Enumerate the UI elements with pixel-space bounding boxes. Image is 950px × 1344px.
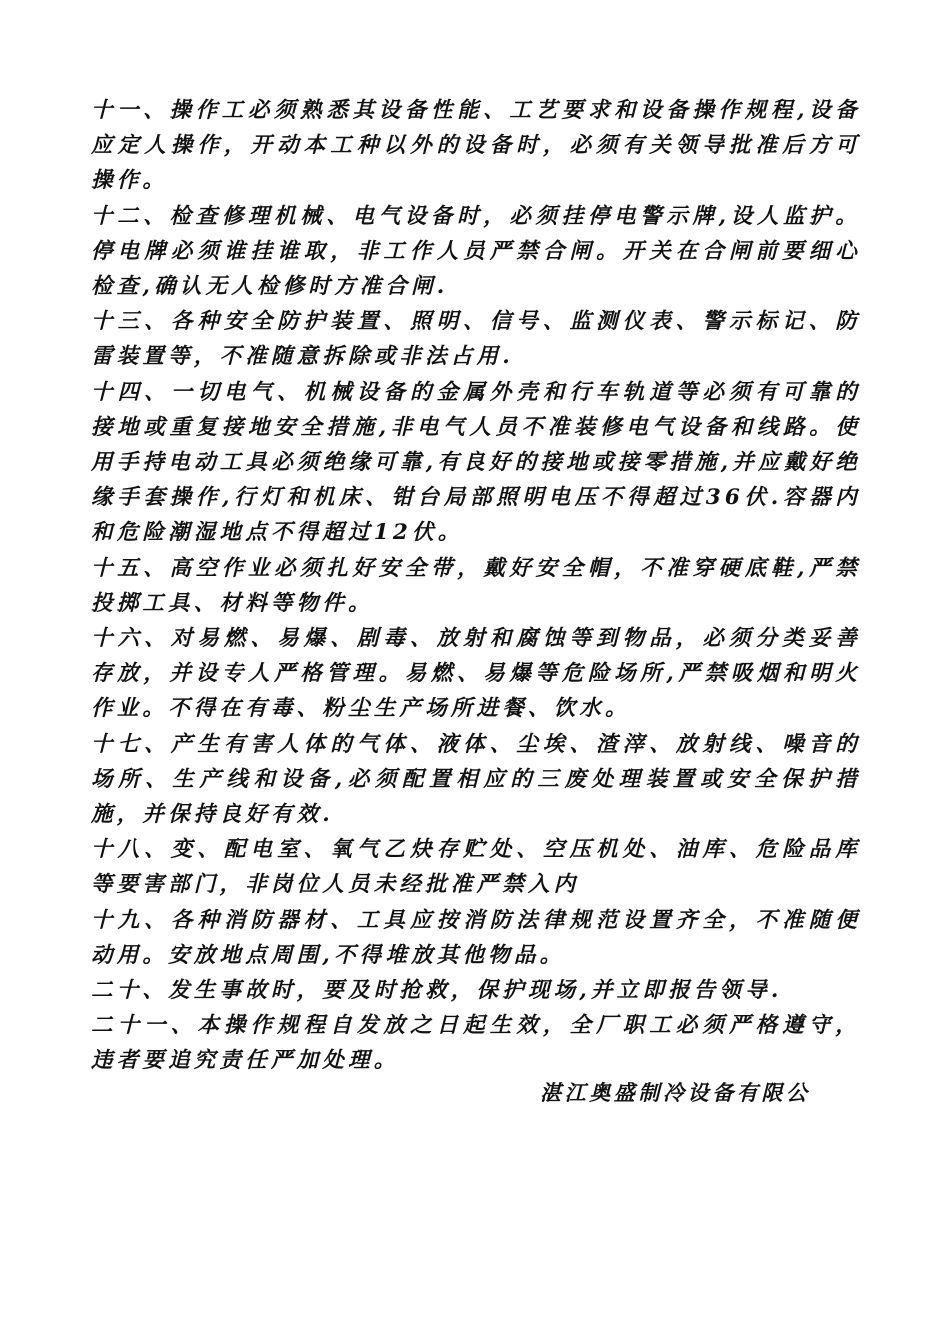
rule-20: 二十、发生事故时，要及时抢救，保护现场,并立即报告领导.	[91, 978, 783, 1004]
rule-12: 十二、检查修理机械、电气设备时，必须挂停电警示牌,设人监护。停电牌必须谁挂谁取，非工作人员严禁合闸。开关在合闸前要细心检查,确认无人检修时方准合闸.	[91, 203, 861, 300]
company-signature: 湛江奥盛制冷设备有限公	[540, 1080, 811, 1105]
rule-16: 十六、对易燃、易爆、剧毒、放射和腐蚀等到物品，必须分类妥善存放，并设专人严格管理。易燃、易爆等危险场所,严禁吸烟和明火作业。不得在有毒、粉尘生产场所进餐、饮水。	[91, 626, 861, 722]
regulation-body	[91, 93, 861, 1079]
rule-11: 十一、操作工必须熟悉其设备性能、工艺要求和设备操作规程,设备应定人操作，开动本工种以外的设备时，必须有关领导批准后方可操作。	[91, 98, 861, 194]
rule-13: 十三、各种安全防护装置、照明、信号、监测仪表、警示标记、防雷装置等，不准随意拆除或非法占用.	[91, 309, 861, 370]
rule-14: 十四、一切电气、机械设备的金属外壳和行车轨道等必须有可靠的接地或重复接地安全措施,非电气人员不准装修电气设备和线路。使用手持电动工具必须绝缘可靠,有良好的接地或接零措施,并应戴好绝缘手套操作,行灯和机床、钳台局部照明电压不得超过36伏.容器内和危险潮湿地点不得超过12伏。	[91, 379, 861, 546]
rule-15: 十五、高空作业必须扎好安全带，戴好安全帽，不准穿硬底鞋,严禁投掷工具、材料等物件。	[91, 555, 861, 616]
rule-19: 十九、各种消防器材、工具应按消防法律规范设置齐全，不准随便动用。安放地点周围,不得堆放其他物品。	[91, 907, 861, 968]
rule-21: 二十一、本操作规程自发放之日起生效，全厂职工必须严格遵守，违者要追究责任严加处理。	[91, 1013, 861, 1074]
rule-17: 十七、产生有害人体的气体、液体、尘埃、渣滓、放射线、噪音的场所、生产线和设备,必须配置相应的三废处理装置或安全保护措施，并保持良好有效.	[91, 731, 861, 828]
rule-18: 十八、变、配电室、氧气乙炔存贮处、空压机处、油库、危险品库等要害部门，非岗位人员未经批准严禁入内	[91, 837, 861, 898]
